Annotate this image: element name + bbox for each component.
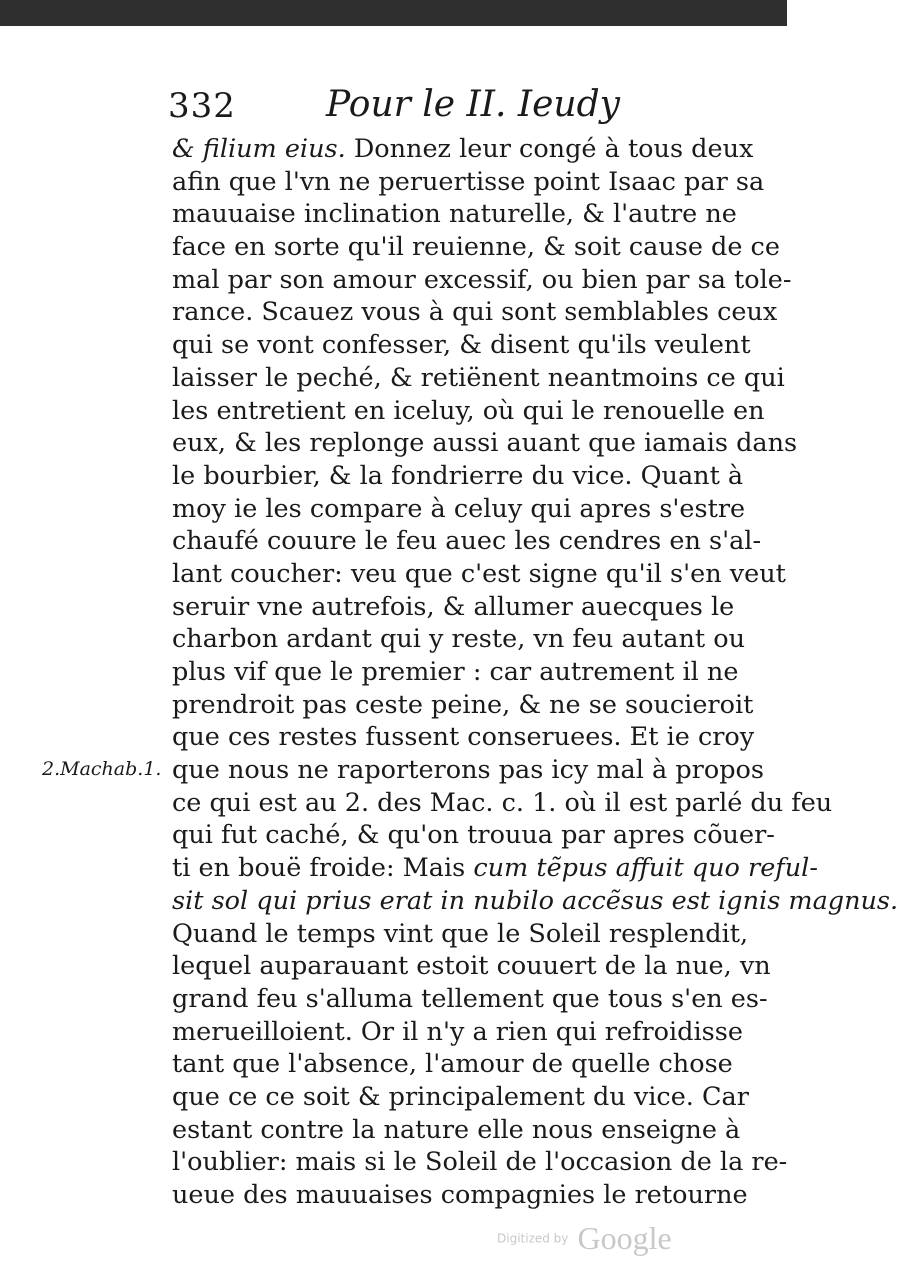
text-line bbox=[172, 918, 749, 951]
text-segment: afin que l'vn ne peruertisse point Isaac par sa bbox=[172, 166, 765, 197]
text-line bbox=[172, 558, 786, 591]
text-segment: merueilloient. Or il n'y a rien qui refroidisse bbox=[172, 1016, 743, 1047]
text-line bbox=[172, 133, 754, 166]
text-line bbox=[172, 787, 833, 820]
latin-italic-segment: & filium eius. bbox=[172, 134, 354, 164]
text-line bbox=[172, 1114, 741, 1147]
text-segment: chaufé couure le feu auec les cendres en s'al- bbox=[172, 526, 762, 557]
text-segment: charbon ardant qui y reste, vn feu autant ou bbox=[172, 624, 746, 655]
text-segment: que ces restes fussent conseruees. Et ie croy bbox=[172, 722, 755, 753]
text-line bbox=[172, 460, 744, 493]
text-segment: qui se vont confesser, & disent qu'ils veulent bbox=[172, 330, 751, 361]
digitized-watermark bbox=[497, 1220, 672, 1260]
latin-italic-segment: cum tẽpus affuit quo reful- bbox=[473, 853, 818, 884]
text-segment: qui fut caché, & qu'on trouua par apres cõuer- bbox=[172, 820, 775, 851]
text-segment: lant coucher: veu que c'est signe qu'il s'en veut bbox=[172, 558, 786, 589]
text-line bbox=[172, 591, 735, 624]
text-segment: face en sorte qu'il reuienne, & soit cause de ce bbox=[172, 232, 780, 263]
text-segment: l'oublier: mais si le Soleil de l'occasion de la re- bbox=[172, 1147, 788, 1178]
text-segment: Donnez leur congé à tous deux bbox=[353, 134, 754, 164]
watermark-logo: Google bbox=[577, 1220, 672, 1256]
text-line bbox=[172, 754, 764, 787]
text-line bbox=[172, 395, 765, 428]
text-line bbox=[172, 819, 775, 852]
text-line bbox=[172, 623, 746, 656]
text-line bbox=[172, 525, 762, 558]
text-line bbox=[172, 689, 754, 722]
text-line bbox=[172, 296, 778, 329]
text-line bbox=[172, 1016, 743, 1049]
text-segment: rance. Scauez vous à qui sont semblables ceux bbox=[172, 297, 778, 328]
text-line bbox=[172, 493, 746, 526]
text-line bbox=[172, 1048, 733, 1081]
text-line bbox=[172, 950, 771, 983]
text-segment: ti en bouë froide: Mais bbox=[172, 853, 474, 884]
text-segment: mauuaise inclination naturelle, & l'autre ne bbox=[172, 199, 737, 230]
text-line bbox=[172, 983, 768, 1016]
margin-note: 2.Machab.1. bbox=[42, 758, 162, 780]
text-line bbox=[172, 427, 798, 460]
text-segment: seruir vne autrefois, & allumer auecques le bbox=[172, 591, 735, 622]
scan-edge-bar bbox=[0, 0, 787, 26]
text-segment: laisser le peché, & retiënent neantmoins ce qui bbox=[172, 362, 785, 393]
text-line bbox=[172, 1146, 788, 1179]
page-header bbox=[168, 84, 708, 130]
text-segment: grand feu s'alluma tellement que tous s'en es- bbox=[172, 983, 768, 1014]
text-line bbox=[172, 264, 792, 297]
text-segment: tant que l'absence, l'amour de quelle chose bbox=[172, 1049, 733, 1080]
text-segment: lequel auparauant estoit couuert de la nue, vn bbox=[172, 951, 771, 982]
watermark-small: Digitized by bbox=[497, 1231, 569, 1246]
text-segment: que nous ne raporterons pas icy mal à propos bbox=[172, 755, 764, 786]
text-line bbox=[172, 852, 818, 885]
text-segment: les entretient en iceluy, où qui le renouelle en bbox=[172, 395, 765, 426]
text-line bbox=[172, 885, 898, 918]
text-line bbox=[172, 362, 785, 395]
text-line bbox=[172, 166, 765, 199]
text-line bbox=[172, 1179, 748, 1212]
text-segment: ce qui est au 2. des Mac. c. 1. où il est parlé du feu bbox=[172, 787, 833, 818]
text-segment: moy ie les compare à celuy qui apres s'estre bbox=[172, 493, 746, 524]
running-title: Pour le II. Ieudy bbox=[326, 84, 620, 125]
body-text bbox=[172, 133, 898, 1212]
text-line bbox=[172, 721, 755, 754]
latin-italic-segment: sit sol qui prius erat in nubilo accẽsus est ignis magnus. bbox=[172, 885, 898, 916]
text-line bbox=[172, 198, 737, 231]
text-line bbox=[172, 1081, 749, 1114]
text-segment: ueue des mauuaises compagnies le retourne bbox=[172, 1180, 748, 1210]
text-line bbox=[172, 329, 751, 362]
text-line bbox=[172, 231, 780, 264]
page-number: 332 bbox=[168, 86, 236, 126]
text-segment: mal par son amour excessif, ou bien par sa tole- bbox=[172, 264, 792, 295]
text-segment: eux, & les replonge aussi auant que iamais dans bbox=[172, 428, 798, 459]
text-segment: que ce ce soit & principalement du vice. Car bbox=[172, 1081, 749, 1112]
text-segment: plus vif que le premier : car autrement il ne bbox=[172, 657, 739, 687]
text-segment: le bourbier, & la fondrierre du vice. Quant à bbox=[172, 460, 744, 491]
text-segment: prendroit pas ceste peine, & ne se soucieroit bbox=[172, 689, 754, 720]
text-line bbox=[172, 656, 739, 689]
text-segment: Quand le temps vint que le Soleil resplendit, bbox=[172, 918, 749, 949]
text-segment: estant contre la nature elle nous enseigne à bbox=[172, 1114, 741, 1145]
